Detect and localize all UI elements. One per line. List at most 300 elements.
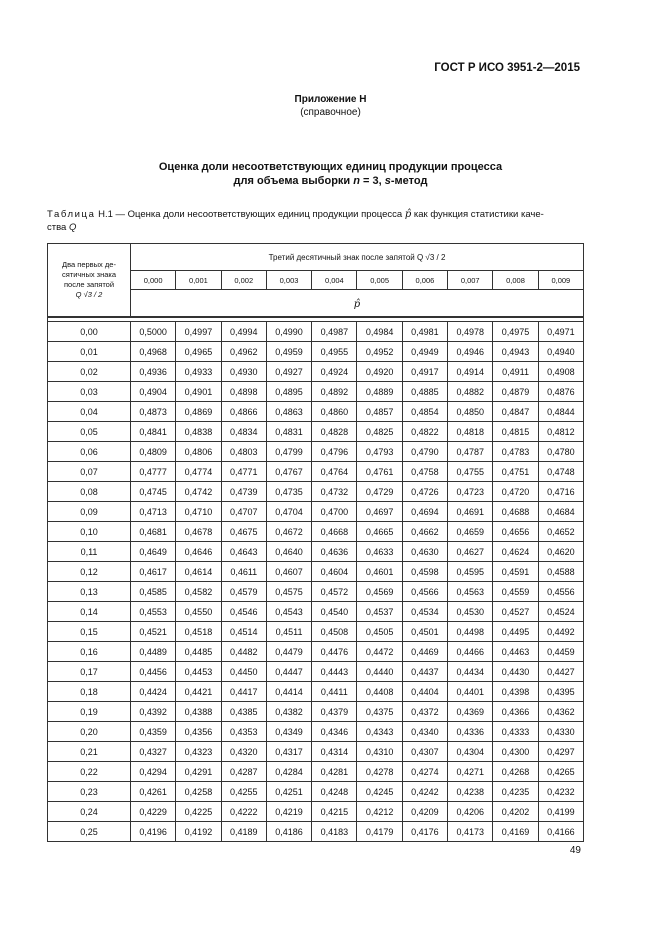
table-cell: 0,4758 — [402, 462, 447, 482]
table-cell: 0,4527 — [493, 602, 538, 622]
table-cell: 0,4854 — [402, 402, 447, 422]
table-cell: 0,4971 — [538, 322, 583, 342]
table-cell: 0,4866 — [221, 402, 266, 422]
table-cell: 0,4895 — [266, 382, 311, 402]
table-cell: 0,4710 — [176, 502, 221, 522]
table-cell: 0,4857 — [357, 402, 402, 422]
table-row — [48, 342, 584, 362]
decimal-header-cell: 0,009 — [538, 271, 583, 290]
table-cell: 0,4307 — [402, 742, 447, 762]
table-cell: 0,4806 — [176, 442, 221, 462]
table-cell: 0,4649 — [131, 542, 176, 562]
table-cell: 0,4314 — [312, 742, 357, 762]
table-cell: 0,4955 — [312, 342, 357, 362]
table-cell: 0,4215 — [312, 802, 357, 822]
table-cell: 0,4166 — [538, 822, 583, 842]
table-cell: 0,4917 — [402, 362, 447, 382]
table-cell: 0,4815 — [493, 422, 538, 442]
table-cell: 0,4761 — [357, 462, 402, 482]
table-cell: 0,4790 — [402, 442, 447, 462]
left-header-line2: сятичных знака — [61, 270, 117, 279]
table-cell: 0,4268 — [493, 762, 538, 782]
table-cell: 0,4569 — [357, 582, 402, 602]
table-cell: 0,4614 — [176, 562, 221, 582]
phat-symbol: p̂ — [353, 299, 361, 310]
table-cell: 0,4601 — [357, 562, 402, 582]
table-row — [48, 522, 584, 542]
table-cell: 0,4962 — [221, 342, 266, 362]
caption-line2: ства — [47, 221, 69, 233]
caption-q: Q — [68, 221, 77, 233]
table-row — [48, 722, 584, 742]
table-cell: 0,4930 — [221, 362, 266, 382]
q-value-cell: 0,01 — [48, 342, 131, 362]
table-cell: 0,4850 — [448, 402, 493, 422]
table-cell: 0,4323 — [176, 742, 221, 762]
table-cell: 0,4372 — [402, 702, 447, 722]
table-cell: 0,4707 — [221, 502, 266, 522]
page-number: 49 — [569, 845, 581, 856]
table-cell: 0,4258 — [176, 782, 221, 802]
table-cell: 0,4281 — [312, 762, 357, 782]
top-header-cell: Третий десятичный знак после запятой Q √3 / 2 — [131, 244, 584, 271]
heading-n: n — [353, 175, 360, 187]
table-cell: 0,4327 — [131, 742, 176, 762]
left-header-line3: после запятой — [63, 280, 115, 289]
table-cell: 0,4453 — [176, 662, 221, 682]
decimal-header-cell: 0,000 — [131, 271, 176, 290]
table-row — [48, 442, 584, 462]
table-cell: 0,4796 — [312, 442, 357, 462]
table-cell: 0,4591 — [493, 562, 538, 582]
table-cell: 0,4745 — [131, 482, 176, 502]
q-value-cell: 0,00 — [48, 322, 131, 342]
table-cell: 0,4965 — [176, 342, 221, 362]
table-cell: 0,4196 — [131, 822, 176, 842]
table-cell: 0,4572 — [312, 582, 357, 602]
table-cell: 0,4417 — [221, 682, 266, 702]
table-cell: 0,4232 — [538, 782, 583, 802]
table-cell: 0,4229 — [131, 802, 176, 822]
table-cell: 0,4713 — [131, 502, 176, 522]
left-header-formula: Q √3 / 2 — [75, 290, 103, 299]
table-cell: 0,4430 — [493, 662, 538, 682]
table-cell: 0,4447 — [266, 662, 311, 682]
table-cell: 0,4414 — [266, 682, 311, 702]
table-row — [48, 362, 584, 382]
table-cell: 0,4952 — [357, 342, 402, 362]
table-row — [48, 322, 584, 342]
table-cell: 0,4222 — [221, 802, 266, 822]
table-cell: 0,4450 — [221, 662, 266, 682]
table-cell: 0,4885 — [402, 382, 447, 402]
q-value-cell: 0,21 — [48, 742, 131, 762]
table-cell: 0,4908 — [538, 362, 583, 382]
table-cell: 0,4456 — [131, 662, 176, 682]
table-cell: 0,4173 — [448, 822, 493, 842]
table-cell: 0,4726 — [402, 482, 447, 502]
table-cell: 0,4550 — [176, 602, 221, 622]
table-cell: 0,4408 — [357, 682, 402, 702]
q-value-cell: 0,20 — [48, 722, 131, 742]
table-cell: 0,4672 — [266, 522, 311, 542]
table-cell: 0,4646 — [176, 542, 221, 562]
table-cell: 0,4876 — [538, 382, 583, 402]
table-row — [48, 662, 584, 682]
table-cell: 0,4385 — [221, 702, 266, 722]
table-cell: 0,4803 — [221, 442, 266, 462]
table-cell: 0,4482 — [221, 642, 266, 662]
q-value-cell: 0,14 — [48, 602, 131, 622]
table-cell: 0,4466 — [448, 642, 493, 662]
table-row — [48, 622, 584, 642]
table-cell: 0,4882 — [448, 382, 493, 402]
table-cell: 0,4620 — [538, 542, 583, 562]
table-cell: 0,4209 — [402, 802, 447, 822]
table-cell: 0,4401 — [448, 682, 493, 702]
q-value-cell: 0,13 — [48, 582, 131, 602]
table-caption — [47, 209, 585, 234]
table-cell: 0,4643 — [221, 542, 266, 562]
q-value-cell: 0,25 — [48, 822, 131, 842]
table-cell: 0,4723 — [448, 482, 493, 502]
table-cell: 0,4340 — [402, 722, 447, 742]
heading-eq: = 3, — [359, 175, 385, 187]
table-cell: 0,4169 — [493, 822, 538, 842]
heading-prefix: для объема выборки — [233, 175, 354, 187]
table-row — [48, 562, 584, 582]
caption-number: Н.1 — Оценка доли несоответствующих единиц продукции процесса — [95, 209, 405, 220]
table-cell: 0,4633 — [357, 542, 402, 562]
table-cell: 0,4847 — [493, 402, 538, 422]
table-cell: 0,4330 — [538, 722, 583, 742]
heading-s: s — [384, 175, 391, 187]
table-cell: 0,4505 — [357, 622, 402, 642]
phat-header-cell — [131, 290, 584, 318]
table-cell: 0,4720 — [493, 482, 538, 502]
table-cell: 0,4662 — [402, 522, 447, 542]
table-cell: 0,4911 — [493, 362, 538, 382]
table-cell: 0,4238 — [448, 782, 493, 802]
table-cell: 0,4809 — [131, 442, 176, 462]
table-cell: 0,4787 — [448, 442, 493, 462]
table-cell: 0,4767 — [266, 462, 311, 482]
table-cell: 0,4748 — [538, 462, 583, 482]
q-value-cell: 0,24 — [48, 802, 131, 822]
table-cell: 0,4755 — [448, 462, 493, 482]
q-value-cell: 0,08 — [48, 482, 131, 502]
table-cell: 0,4219 — [266, 802, 311, 822]
table-row — [48, 502, 584, 522]
q-value-cell: 0,17 — [48, 662, 131, 682]
table-cell: 0,4501 — [402, 622, 447, 642]
table-cell: 0,4997 — [176, 322, 221, 342]
table-cell: 0,4627 — [448, 542, 493, 562]
table-cell: 0,4534 — [402, 602, 447, 622]
table-cell: 0,4688 — [493, 502, 538, 522]
table-cell: 0,4607 — [266, 562, 311, 582]
q-value-cell: 0,09 — [48, 502, 131, 522]
data-table — [47, 243, 584, 842]
table-cell: 0,4585 — [131, 582, 176, 602]
table-cell: 0,4904 — [131, 382, 176, 402]
table-cell: 0,4675 — [221, 522, 266, 542]
decimal-header-cell: 0,006 — [402, 271, 447, 290]
table-cell: 0,4990 — [266, 322, 311, 342]
table-cell: 0,4310 — [357, 742, 402, 762]
table-cell: 0,4392 — [131, 702, 176, 722]
table-cell: 0,4375 — [357, 702, 402, 722]
table-cell: 0,4411 — [312, 682, 357, 702]
table-cell: 0,4812 — [538, 422, 583, 442]
table-cell: 0,4729 — [357, 482, 402, 502]
table-row — [48, 742, 584, 762]
table-cell: 0,4799 — [266, 442, 311, 462]
decimal-header-cell: 0,001 — [176, 271, 221, 290]
table-cell: 0,4476 — [312, 642, 357, 662]
table-cell: 0,4604 — [312, 562, 357, 582]
q-value-cell: 0,02 — [48, 362, 131, 382]
table-cell: 0,4841 — [131, 422, 176, 442]
table-cell: 0,4320 — [221, 742, 266, 762]
table-row — [48, 602, 584, 622]
table-cell: 0,4927 — [266, 362, 311, 382]
table-cell: 0,4274 — [402, 762, 447, 782]
table-cell: 0,4469 — [402, 642, 447, 662]
q-value-cell: 0,15 — [48, 622, 131, 642]
q-value-cell: 0,23 — [48, 782, 131, 802]
table-cell: 0,4183 — [312, 822, 357, 842]
decimal-header-cell: 0,004 — [312, 271, 357, 290]
table-cell: 0,4333 — [493, 722, 538, 742]
table-cell: 0,4524 — [538, 602, 583, 622]
table-cell: 0,4388 — [176, 702, 221, 722]
table-cell: 0,4563 — [448, 582, 493, 602]
table-row — [48, 782, 584, 802]
table-cell: 0,4793 — [357, 442, 402, 462]
table-cell: 0,4611 — [221, 562, 266, 582]
table-row — [48, 422, 584, 442]
table-cell: 0,4978 — [448, 322, 493, 342]
table-cell: 0,4521 — [131, 622, 176, 642]
table-cell: 0,4366 — [493, 702, 538, 722]
table-cell: 0,4697 — [357, 502, 402, 522]
table-row — [48, 642, 584, 662]
q-value-cell: 0,12 — [48, 562, 131, 582]
table-cell: 0,4553 — [131, 602, 176, 622]
table-cell: 0,4914 — [448, 362, 493, 382]
table-cell: 0,4659 — [448, 522, 493, 542]
table-cell: 0,4774 — [176, 462, 221, 482]
q-value-cell: 0,16 — [48, 642, 131, 662]
table-cell: 0,4630 — [402, 542, 447, 562]
heading-suffix: -метод — [390, 175, 428, 187]
table-cell: 0,4873 — [131, 402, 176, 422]
table-cell: 0,4265 — [538, 762, 583, 782]
table-cell: 0,4304 — [448, 742, 493, 762]
table-cell: 0,4440 — [357, 662, 402, 682]
table-cell: 0,4694 — [402, 502, 447, 522]
table-cell: 0,4751 — [493, 462, 538, 482]
table-cell: 0,4179 — [357, 822, 402, 842]
table-cell: 0,4959 — [266, 342, 311, 362]
table-cell: 0,4678 — [176, 522, 221, 542]
table-cell: 0,4588 — [538, 562, 583, 582]
table-cell: 0,4828 — [312, 422, 357, 442]
q-value-cell: 0,04 — [48, 402, 131, 422]
table-cell: 0,4245 — [357, 782, 402, 802]
table-cell: 0,4511 — [266, 622, 311, 642]
table-cell: 0,4398 — [493, 682, 538, 702]
table-cell: 0,4898 — [221, 382, 266, 402]
table-cell: 0,4901 — [176, 382, 221, 402]
table-cell: 0,4665 — [357, 522, 402, 542]
table-cell: 0,4242 — [402, 782, 447, 802]
table-cell: 0,4278 — [357, 762, 402, 782]
table-cell: 0,4492 — [538, 622, 583, 642]
table-cell: 0,4825 — [357, 422, 402, 442]
table-cell: 0,4987 — [312, 322, 357, 342]
table-cell: 0,4636 — [312, 542, 357, 562]
table-cell: 0,4537 — [357, 602, 402, 622]
caption-mid: как функция статистики каче- — [411, 209, 544, 220]
table-cell: 0,4575 — [266, 582, 311, 602]
table-row — [48, 482, 584, 502]
table-cell: 0,4346 — [312, 722, 357, 742]
table-row — [48, 822, 584, 842]
table-cell: 0,4863 — [266, 402, 311, 422]
table-cell: 0,4459 — [538, 642, 583, 662]
table-cell: 0,4359 — [131, 722, 176, 742]
table-cell: 0,4235 — [493, 782, 538, 802]
caption-phat: p̂ — [404, 209, 412, 220]
table-cell: 0,4343 — [357, 722, 402, 742]
table-cell: 0,4869 — [176, 402, 221, 422]
table-cell: 0,4186 — [266, 822, 311, 842]
table-row — [48, 682, 584, 702]
table-cell: 0,4936 — [131, 362, 176, 382]
table-cell: 0,4472 — [357, 642, 402, 662]
table-cell: 0,4716 — [538, 482, 583, 502]
table-cell: 0,4251 — [266, 782, 311, 802]
table-cell: 0,4317 — [266, 742, 311, 762]
table-cell: 0,4889 — [357, 382, 402, 402]
q-value-cell: 0,07 — [48, 462, 131, 482]
table-cell: 0,4732 — [312, 482, 357, 502]
table-cell: 0,4739 — [221, 482, 266, 502]
q-value-cell: 0,05 — [48, 422, 131, 442]
table-cell: 0,4949 — [402, 342, 447, 362]
table-cell: 0,4704 — [266, 502, 311, 522]
table-cell: 0,4780 — [538, 442, 583, 462]
table-cell: 0,4369 — [448, 702, 493, 722]
annex-title: Приложение Н — [294, 94, 367, 105]
table-cell: 0,4297 — [538, 742, 583, 762]
decimal-header-cell: 0,002 — [221, 271, 266, 290]
table-cell: 0,4924 — [312, 362, 357, 382]
table-cell: 0,4540 — [312, 602, 357, 622]
table-cell: 0,4975 — [493, 322, 538, 342]
table-cell: 0,4684 — [538, 502, 583, 522]
annex-heading — [0, 93, 661, 119]
table-cell: 0,4379 — [312, 702, 357, 722]
table-cell: 0,4176 — [402, 822, 447, 842]
table-row — [48, 582, 584, 602]
table-cell: 0,4556 — [538, 582, 583, 602]
heading-line1: Оценка доли несоответствующих единиц продукции процесса — [158, 161, 503, 173]
table-cell: 0,4463 — [493, 642, 538, 662]
table-cell: 0,4879 — [493, 382, 538, 402]
standard-number: ГОСТ Р ИСО 3951-2—2015 — [434, 62, 580, 74]
q-value-cell: 0,10 — [48, 522, 131, 542]
table-cell: 0,4595 — [448, 562, 493, 582]
table-cell: 0,4783 — [493, 442, 538, 462]
table-cell: 0,4968 — [131, 342, 176, 362]
table-cell: 0,4294 — [131, 762, 176, 782]
table-cell: 0,4652 — [538, 522, 583, 542]
table-cell: 0,4404 — [402, 682, 447, 702]
q-value-cell: 0,06 — [48, 442, 131, 462]
table-cell: 0,4566 — [402, 582, 447, 602]
q-value-cell: 0,11 — [48, 542, 131, 562]
table-cell: 0,4892 — [312, 382, 357, 402]
table-cell: 0,4559 — [493, 582, 538, 602]
table-cell: 0,4349 — [266, 722, 311, 742]
table-cell: 0,4514 — [221, 622, 266, 642]
table-cell: 0,4248 — [312, 782, 357, 802]
table-cell: 0,4834 — [221, 422, 266, 442]
table-row — [48, 382, 584, 402]
table-cell: 0,4700 — [312, 502, 357, 522]
table-cell: 0,4382 — [266, 702, 311, 722]
table-cell: 0,4498 — [448, 622, 493, 642]
table-row — [48, 462, 584, 482]
table-cell: 0,4485 — [176, 642, 221, 662]
table-cell: 0,4206 — [448, 802, 493, 822]
table-cell: 0,4353 — [221, 722, 266, 742]
table-cell: 0,4940 — [538, 342, 583, 362]
table-cell: 0,4336 — [448, 722, 493, 742]
q-value-cell: 0,19 — [48, 702, 131, 722]
q-value-cell: 0,22 — [48, 762, 131, 782]
table-cell: 0,4546 — [221, 602, 266, 622]
annex-subtitle: (справочное) — [300, 107, 361, 118]
table-cell: 0,4844 — [538, 402, 583, 422]
table-cell: 0,4495 — [493, 622, 538, 642]
table-cell: 0,4771 — [221, 462, 266, 482]
table-cell: 0,4356 — [176, 722, 221, 742]
table-cell: 0,4822 — [402, 422, 447, 442]
table-cell: 0,4489 — [131, 642, 176, 662]
section-heading — [0, 160, 661, 188]
left-header-line1: Два первых де- — [62, 260, 116, 269]
table-cell: 0,4838 — [176, 422, 221, 442]
table-cell: 0,4598 — [402, 562, 447, 582]
table-cell: 0,4300 — [493, 742, 538, 762]
table-row — [48, 702, 584, 722]
table-cell: 0,4202 — [493, 802, 538, 822]
decimal-header-cell: 0,005 — [357, 271, 402, 290]
table-cell: 0,4742 — [176, 482, 221, 502]
table-cell: 0,4735 — [266, 482, 311, 502]
table-cell: 0,4192 — [176, 822, 221, 842]
table-cell: 0,4437 — [402, 662, 447, 682]
table-cell: 0,4818 — [448, 422, 493, 442]
heading-line2 — [0, 174, 661, 188]
table-cell: 0,4362 — [538, 702, 583, 722]
table-cell: 0,4395 — [538, 682, 583, 702]
table-cell: 0,4424 — [131, 682, 176, 702]
